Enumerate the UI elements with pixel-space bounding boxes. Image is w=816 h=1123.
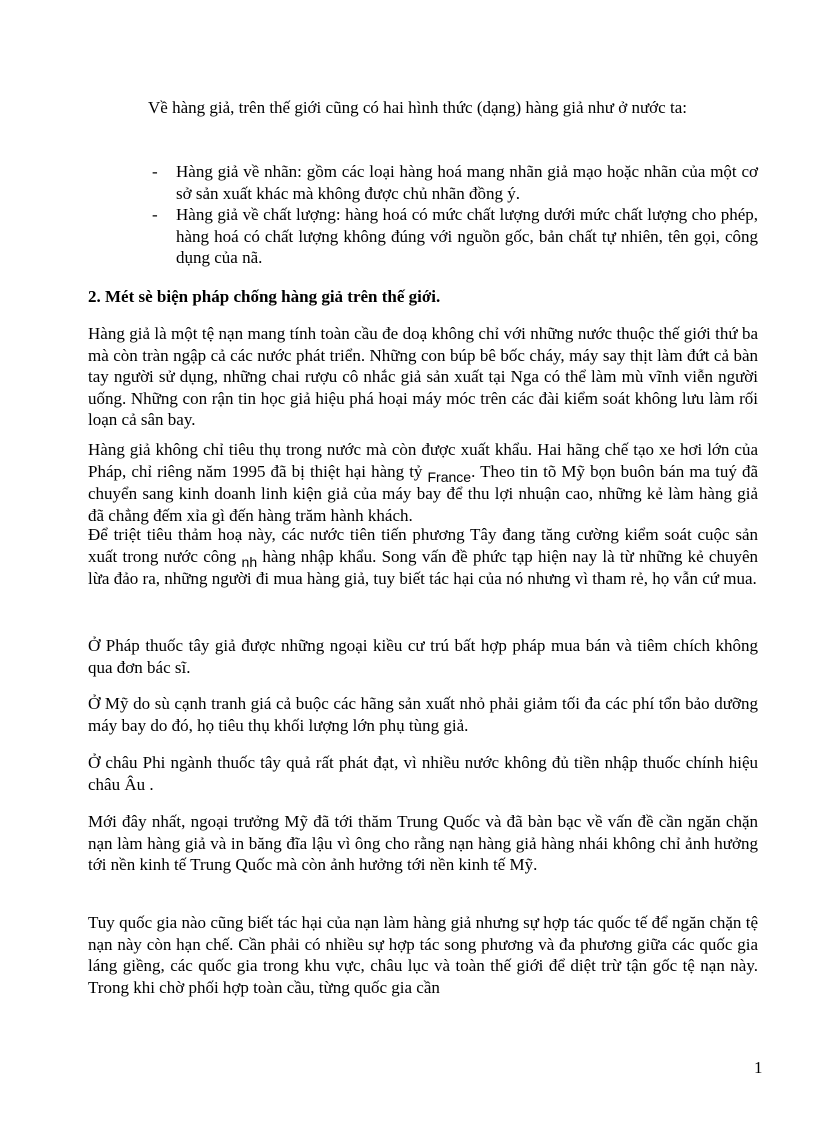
paragraph-text: Hàng giả không chỉ tiêu thụ trong nước mà còn được xuất khẩu. Hai hãng chế tạo xe hơi lớn của Pháp, chỉ riêng năm 1995 đã bị thiệt hại hàng tỷ bbox=[88, 440, 758, 481]
paragraph-france: Ở Pháp thuốc tây giả được những ngoại kiều cư trú bất hợp pháp mua bán và tiêm chích không qua đơn bác sĩ. bbox=[88, 636, 758, 677]
paragraph-text: Để triệt tiêu thảm hoạ này, các nước tiên tiến phương Tây đang tăng cường kiểm soát cuộc sản xuất trong nước công bbox=[88, 525, 758, 566]
bullet-item-label bbox=[152, 161, 758, 204]
bullet-dash: - bbox=[152, 205, 158, 224]
paragraph-text: hàng nhập khẩu. Song vấn đề phức tạp hiện nay là từ những kẻ chuyên lừa đảo ra, những người đi mua hàng giả, tuy biết tác hại của nó nhưng vì tham rẻ, họ vẫn cứ mua. bbox=[88, 546, 759, 588]
section-heading: 2. Mét sè biện pháp chống hàng giả trên thế giới. bbox=[88, 287, 441, 306]
paragraph-china: Mới đây nhất, ngoại trưởng Mỹ đã tới thăm Trung Quốc và đã bàn bạc về vấn đề cần ngăn chặn nạn làm hàng giả và in băng đĩa lậu vì ông cho rằng nạn hàng giả hàng nhái không chỉ ảnh hưởng tới nền kinh tế Trung Quốc mà còn ảnh hưởng tới nền kinh tế Mỹ. bbox=[88, 812, 758, 874]
paragraph-cooperation: Tuy quốc gia nào cũng biết tác hại của nạn làm hàng giả nhưng sự hợp tác quốc tế để ngăn chặn tệ nạn này còn hạn chế. Cần phải có nhiều sự hợp tác song phương và đa phương giữa các quốc gia láng giềng, các quốc gia trong khu vực, châu lục và toàn thế giới để diệt trừ tận gốc tệ nạn này. Trong khi chờ phối hợp toàn cầu, từng quốc gia cần bbox=[88, 913, 758, 997]
paragraph-usa: Ở Mỹ do sù cạnh tranh giá cả buộc các hãng sản xuất nhỏ phải giảm tối đa các phí tổn bảo dưỡng máy bay do đó, họ tiêu thụ khối lượng lớn phụ tùng giả. bbox=[88, 694, 758, 735]
paragraph-export bbox=[88, 439, 758, 526]
bullet-item-quality bbox=[152, 204, 758, 269]
bullet-text: Hàng giả về chất lượng: hàng hoá có mức chất lượng dưới mức chất lượng cho phép, hàng hoá có chất lượng không đúng với nguồn gốc, bản chất tự nhiên, tên gọi, công dụng của nã. bbox=[176, 205, 758, 267]
subscript-text: nh bbox=[241, 553, 258, 570]
bullet-text: Hàng giả về nhãn: gồm các loại hàng hoá mang nhãn giả mạo hoặc nhãn của một cơ sở sản xuất khác mà không được chủ nhãn đồng ý. bbox=[176, 162, 758, 203]
intro-paragraph: Về hàng giả, trên thế giới cũng có hai hình thức (dạng) hàng giả như ở nước ta: bbox=[148, 98, 687, 117]
paragraph-text: . Theo tin tõ Mỹ bọn buôn bán ma tuý đã chuyển sang kinh doanh linh kiện giả của máy bay để thu lợi nhuận cao, những kẻ làm hàng giả đã chẳng đếm xỉa gì đến hàng trăm hành khách. bbox=[88, 461, 758, 525]
paragraph-global-problem: Hàng giả là một tệ nạn mang tính toàn cầu đe doạ không chỉ với những nước thuộc thế giới thứ ba mà còn tràn ngập cả các nước phát triển. Những con búp bê bốc cháy, máy say thịt làm đứt cả bàn tay người sử dụng, những chai rượu cô nhắc giả sản xuất tại Nga có thể làm mù vĩnh viễn người uống. Những con rận tin học giả hiệu phá hoại máy móc trên các đài kiểm soát không lưu làm rối loạn cả sân bay. bbox=[88, 324, 758, 429]
page-number: 1 bbox=[754, 1058, 763, 1077]
subscript-text: France bbox=[427, 468, 472, 485]
paragraph-africa: Ở châu Phi ngành thuốc tây quả rất phát đạt, vì nhiều nước không đủ tiền nhập thuốc chính hiệu châu Âu . bbox=[88, 753, 758, 794]
bullet-dash: - bbox=[152, 162, 158, 181]
paragraph-western-control bbox=[88, 524, 758, 590]
